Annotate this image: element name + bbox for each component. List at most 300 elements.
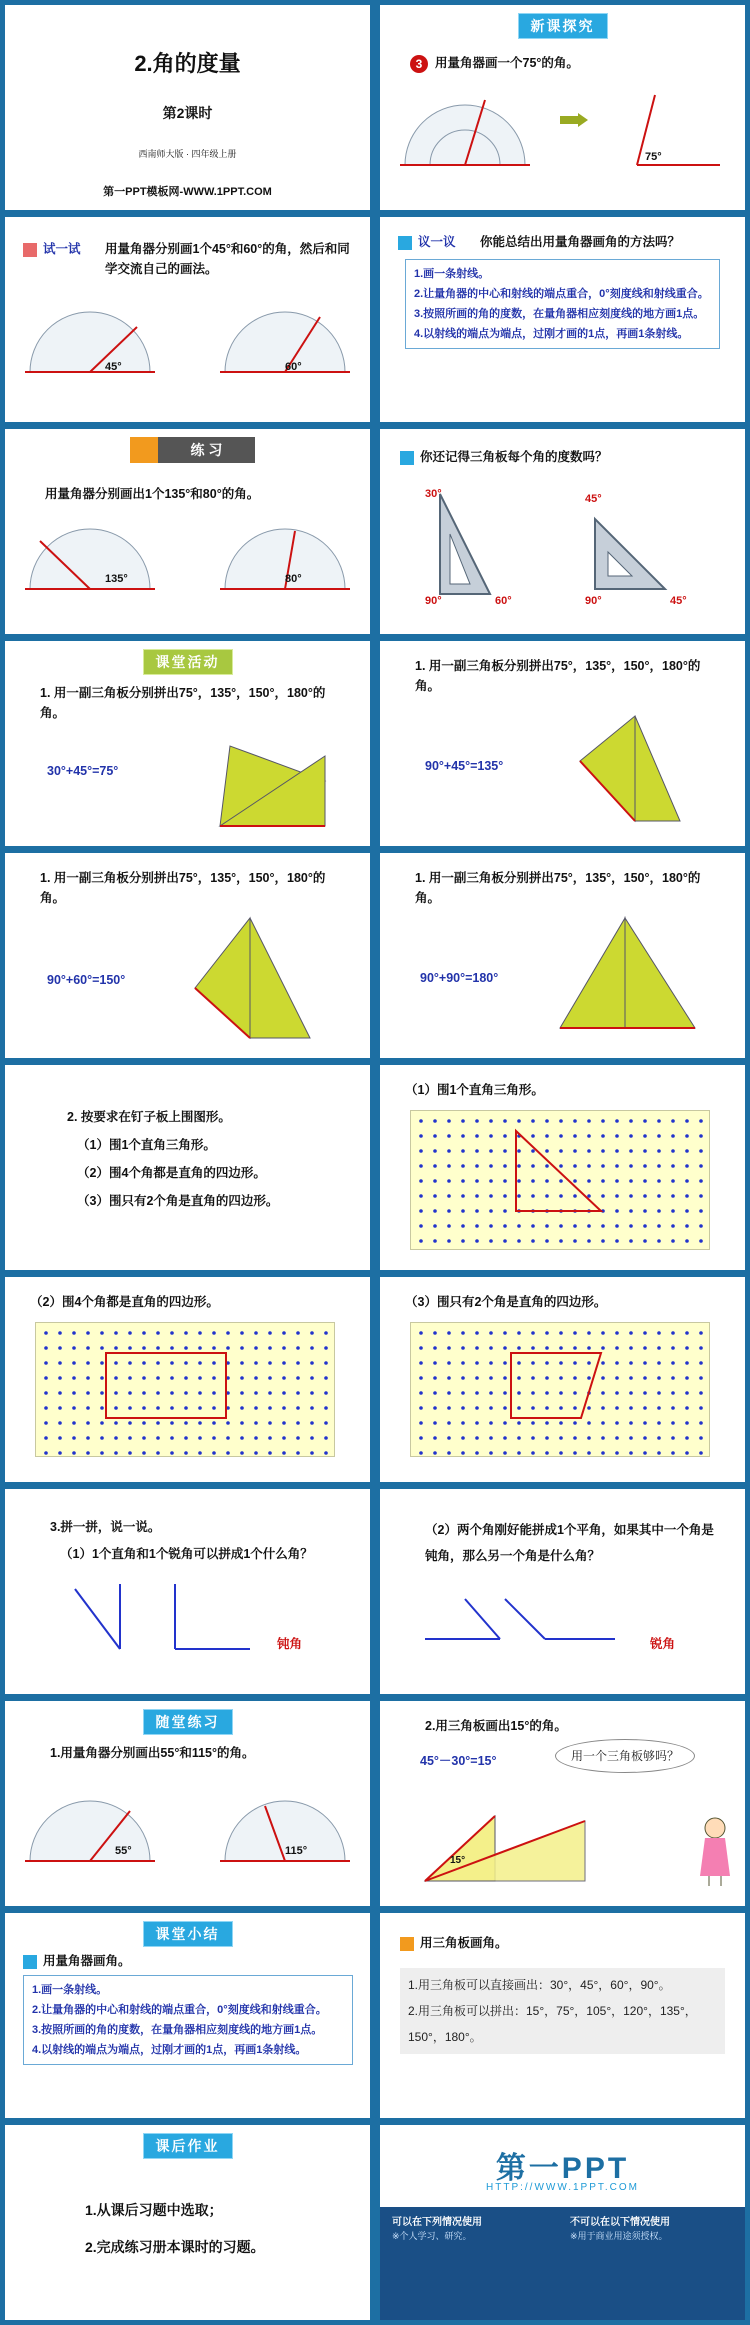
peg-dot <box>58 1331 62 1335</box>
peg-dot <box>573 1406 577 1410</box>
peg-dot <box>503 1451 507 1455</box>
peg-dot <box>657 1119 661 1123</box>
peg-dot <box>489 1194 493 1198</box>
peg-dot <box>587 1331 591 1335</box>
peg-dot <box>419 1376 423 1380</box>
peg-dot <box>699 1134 703 1138</box>
peg-dot <box>254 1346 258 1350</box>
peg-dot <box>615 1331 619 1335</box>
dot-grid <box>36 1323 336 1458</box>
angle-label: 45° <box>105 361 122 373</box>
peg-dot <box>685 1421 689 1425</box>
peg-dot <box>517 1179 521 1183</box>
peg-dot <box>601 1134 605 1138</box>
peg-dot <box>587 1164 591 1168</box>
step-3: 3.按照所画的角的度数，在量角器相应刻度线的地方画1点。 <box>414 308 705 320</box>
peg-dot <box>433 1239 437 1243</box>
peg-dot <box>184 1361 188 1365</box>
slide-straight-angle[interactable] <box>380 1489 745 1694</box>
slide-pegboard-trapezoid[interactable] <box>380 1277 745 1482</box>
question: 你能总结出用量角器画角的方法吗？ <box>480 235 681 249</box>
slide-activity-180[interactable] <box>380 853 745 1058</box>
peg-dot <box>212 1391 216 1395</box>
peg-dot <box>254 1451 258 1455</box>
peg-dot <box>128 1421 132 1425</box>
peg-dot <box>212 1436 216 1440</box>
peg-dot <box>184 1346 188 1350</box>
peg-dot <box>254 1331 258 1335</box>
peg-dot <box>72 1406 76 1410</box>
peg-dot <box>559 1164 563 1168</box>
peg-dot <box>433 1194 437 1198</box>
slide-new-lesson[interactable] <box>380 5 745 210</box>
peg-dot <box>296 1391 300 1395</box>
peg-dot <box>699 1436 703 1440</box>
peg-dot <box>419 1346 423 1350</box>
peg-dot <box>671 1179 675 1183</box>
label: 议一议 <box>418 235 456 249</box>
peg-dot <box>86 1361 90 1365</box>
peg-dot <box>282 1421 286 1425</box>
peg-dot <box>198 1436 202 1440</box>
peg-dot <box>240 1331 244 1335</box>
peg-dot <box>184 1421 188 1425</box>
peg-dot <box>310 1436 314 1440</box>
peg-dot <box>559 1134 563 1138</box>
peg-dot <box>699 1239 703 1243</box>
equation: 90°+45°=135° <box>425 759 504 773</box>
peg-dot <box>268 1421 272 1425</box>
peg-dot <box>156 1421 160 1425</box>
peg-dot <box>587 1179 591 1183</box>
peg-dot <box>475 1436 479 1440</box>
peg-dot <box>629 1436 633 1440</box>
peg-dot <box>44 1406 48 1410</box>
peg-dot <box>419 1406 423 1410</box>
peg-dot <box>601 1149 605 1153</box>
angle-label: 135° <box>105 573 128 585</box>
peg-dot <box>657 1224 661 1228</box>
slide-activity-135[interactable] <box>380 641 745 846</box>
peg-dot <box>671 1361 675 1365</box>
peg-dot <box>671 1239 675 1243</box>
slide-set-square-summary[interactable] <box>380 1913 745 2118</box>
peg-dot <box>671 1119 675 1123</box>
peg-dot <box>461 1421 465 1425</box>
task: 1. 用一副三角板分别拼出75°，135°，150°，180°的角。 <box>40 686 326 720</box>
peg-dot <box>419 1331 423 1335</box>
peg-dot <box>184 1406 188 1410</box>
peg-dot <box>503 1331 507 1335</box>
peg-dot <box>282 1451 286 1455</box>
peg-dot <box>184 1331 188 1335</box>
peg-dot <box>142 1421 146 1425</box>
peg-dot <box>685 1346 689 1350</box>
peg-dot <box>489 1421 493 1425</box>
peg-dot <box>573 1331 577 1335</box>
peg-dot <box>310 1391 314 1395</box>
instruction: 用量角器分别画出1个135°和80°的角。 <box>45 487 260 501</box>
peg-dot <box>559 1361 563 1365</box>
peg-dot <box>503 1119 507 1123</box>
peg-dot <box>475 1361 479 1365</box>
slide-discuss[interactable] <box>380 217 745 422</box>
peg-dot <box>324 1406 328 1410</box>
peg-dot <box>461 1119 465 1123</box>
peg-dot <box>615 1421 619 1425</box>
peg-dot <box>573 1149 577 1153</box>
peg-dot <box>268 1331 272 1335</box>
peg-dot <box>615 1224 619 1228</box>
peg-dot <box>184 1376 188 1380</box>
triangle-diagram <box>420 1801 590 1891</box>
peg-dot <box>699 1179 703 1183</box>
peg-dot <box>226 1421 230 1425</box>
peg-dot <box>671 1224 675 1228</box>
peg-dot <box>475 1421 479 1425</box>
title: 2.角的度量 <box>134 51 241 76</box>
peg-dot <box>198 1451 202 1455</box>
peg-dot <box>699 1209 703 1213</box>
peg-dot <box>419 1134 423 1138</box>
peg-dot <box>531 1346 535 1350</box>
slide-homework[interactable] <box>5 2125 370 2320</box>
peg-dot <box>573 1179 577 1183</box>
slide-practice[interactable] <box>5 429 370 634</box>
peg-dot <box>629 1164 633 1168</box>
peg-dot <box>531 1436 535 1440</box>
peg-dot <box>198 1391 202 1395</box>
publisher: 西南师大版 · 四年级上册 <box>138 149 237 159</box>
peg-dot <box>419 1209 423 1213</box>
peg-dot <box>559 1406 563 1410</box>
peg-dot <box>142 1376 146 1380</box>
peg-dot <box>629 1224 633 1228</box>
peg-dot <box>489 1149 493 1153</box>
peg-dot <box>433 1164 437 1168</box>
instruction: 用量角器画一个75°的角。 <box>435 56 579 70</box>
peg-dot <box>447 1451 451 1455</box>
peg-dot <box>114 1346 118 1350</box>
peg-dot <box>170 1436 174 1440</box>
peg-dot <box>86 1391 90 1395</box>
peg-dot <box>433 1346 437 1350</box>
peg-dot <box>72 1331 76 1335</box>
peg-dot <box>671 1421 675 1425</box>
peg-dot <box>170 1331 174 1335</box>
peg-dot <box>226 1346 230 1350</box>
peg-dot <box>461 1239 465 1243</box>
peg-dot <box>72 1451 76 1455</box>
slide-draw-15[interactable] <box>380 1701 745 1906</box>
peg-dot <box>517 1194 521 1198</box>
peg-dot <box>489 1376 493 1380</box>
peg-dot <box>629 1421 633 1425</box>
peg-dot <box>531 1451 535 1455</box>
peg-dot <box>114 1391 118 1395</box>
peg-dot <box>685 1149 689 1153</box>
section-header: 练 习 <box>130 437 255 463</box>
peg-dot <box>475 1406 479 1410</box>
task-item: （3）围只有2个角是直角的四边形。 <box>405 1295 607 1309</box>
pegboard <box>410 1110 710 1250</box>
peg-dot <box>685 1209 689 1213</box>
peg-dot <box>296 1451 300 1455</box>
peg-dot <box>601 1164 605 1168</box>
peg-dot <box>489 1391 493 1395</box>
angle-label: 45° <box>585 493 602 505</box>
peg-dot <box>489 1164 493 1168</box>
peg-dot <box>142 1331 146 1335</box>
peg-dot <box>254 1436 258 1440</box>
slide-set-squares[interactable] <box>380 429 745 634</box>
peg-dot <box>114 1451 118 1455</box>
peg-dot <box>58 1361 62 1365</box>
peg-dot <box>128 1376 132 1380</box>
peg-dot <box>475 1134 479 1138</box>
peg-dot <box>629 1239 633 1243</box>
slide-pegboard-triangle[interactable] <box>380 1065 745 1270</box>
url[interactable]: HTTP://WWW.1PPT.COM <box>486 2182 639 2193</box>
peg-dot <box>573 1224 577 1228</box>
peg-dot <box>419 1164 423 1168</box>
peg-dot <box>461 1376 465 1380</box>
homework-item: 1.从课后习题中选取； <box>85 2202 223 2218</box>
peg-dot <box>517 1376 521 1380</box>
peg-dot <box>324 1361 328 1365</box>
peg-dot <box>615 1436 619 1440</box>
peg-dot <box>433 1406 437 1410</box>
peg-dot <box>685 1361 689 1365</box>
peg-dot <box>282 1331 286 1335</box>
peg-dot <box>58 1436 62 1440</box>
peg-dot <box>699 1421 703 1425</box>
peg-dot <box>699 1224 703 1228</box>
peg-dot <box>433 1149 437 1153</box>
peg-dot <box>559 1194 563 1198</box>
peg-dot <box>573 1391 577 1395</box>
peg-dot <box>86 1436 90 1440</box>
peg-dot <box>142 1346 146 1350</box>
peg-dot <box>254 1391 258 1395</box>
peg-dot <box>128 1361 132 1365</box>
peg-dot <box>657 1134 661 1138</box>
peg-dot <box>699 1164 703 1168</box>
step-4: 4.以射线的端点为端点，过刚才画的1点，再画1条射线。 <box>32 2044 307 2056</box>
logo: 第一PPT <box>495 2152 630 2185</box>
peg-dot <box>601 1361 605 1365</box>
peg-dot <box>100 1376 104 1380</box>
peg-dot <box>212 1346 216 1350</box>
peg-dot <box>545 1451 549 1455</box>
peg-dot <box>268 1436 272 1440</box>
peg-dot <box>545 1346 549 1350</box>
peg-dot <box>559 1119 563 1123</box>
equation: 90°+90°=180° <box>420 971 499 985</box>
peg-dot <box>212 1451 216 1455</box>
peg-dot <box>240 1346 244 1350</box>
angle-label: 30° <box>425 488 442 500</box>
peg-dot <box>629 1346 633 1350</box>
peg-dot <box>100 1406 104 1410</box>
slide-exercise[interactable] <box>5 1701 370 1906</box>
peg-dot <box>531 1119 535 1123</box>
peg-dot <box>615 1194 619 1198</box>
peg-dot <box>503 1421 507 1425</box>
site-label: 第一PPT模板网-WWW.1PPT.COM <box>103 186 272 198</box>
peg-dot <box>545 1376 549 1380</box>
peg-dot <box>531 1376 535 1380</box>
peg-dot <box>587 1421 591 1425</box>
slide-pegboard-tasks[interactable] <box>5 1065 370 1270</box>
peg-dot <box>86 1421 90 1425</box>
peg-dot <box>545 1224 549 1228</box>
peg-dot <box>170 1421 174 1425</box>
slide-try[interactable] <box>5 217 370 422</box>
triangle-diagram <box>555 918 705 1038</box>
peg-dot <box>517 1224 521 1228</box>
peg-dot <box>489 1346 493 1350</box>
peg-dot <box>643 1436 647 1440</box>
peg-dot <box>699 1376 703 1380</box>
peg-dot <box>461 1391 465 1395</box>
peg-dot <box>296 1421 300 1425</box>
peg-dot <box>44 1361 48 1365</box>
peg-dot <box>240 1391 244 1395</box>
peg-dot <box>643 1406 647 1410</box>
peg-dot <box>545 1239 549 1243</box>
slide-ad[interactable] <box>380 2125 745 2320</box>
peg-dot <box>419 1179 423 1183</box>
peg-dot <box>282 1346 286 1350</box>
peg-dot <box>447 1119 451 1123</box>
dot-grid <box>411 1111 711 1251</box>
arrow-right-icon <box>560 113 590 127</box>
angle-label: 45° <box>670 595 687 607</box>
set-square-30-60 <box>435 489 495 599</box>
slide-summary[interactable] <box>5 1913 370 2118</box>
slide-pegboard-rectangle[interactable] <box>5 1277 370 1482</box>
peg-dot <box>324 1451 328 1455</box>
peg-dot <box>643 1451 647 1455</box>
peg-dot <box>282 1436 286 1440</box>
peg-dot <box>419 1194 423 1198</box>
peg-dot <box>212 1376 216 1380</box>
peg-dot <box>447 1149 451 1153</box>
peg-dot <box>615 1179 619 1183</box>
peg-dot <box>671 1331 675 1335</box>
peg-dot <box>114 1331 118 1335</box>
peg-dot <box>419 1391 423 1395</box>
step-4: 4.以射线的端点为端点，过刚才画的1点，再画1条射线。 <box>414 328 689 340</box>
peg-dot <box>212 1361 216 1365</box>
peg-dot <box>503 1179 507 1183</box>
peg-dot <box>240 1361 244 1365</box>
peg-dot <box>517 1391 521 1395</box>
peg-dot <box>72 1346 76 1350</box>
peg-dot <box>671 1149 675 1153</box>
peg-dot <box>643 1331 647 1335</box>
peg-dot <box>447 1194 451 1198</box>
peg-dot <box>461 1164 465 1168</box>
peg-dot <box>671 1436 675 1440</box>
peg-dot <box>433 1376 437 1380</box>
peg-dot <box>559 1436 563 1440</box>
peg-dot <box>282 1376 286 1380</box>
peg-dot <box>601 1376 605 1380</box>
peg-dot <box>657 1346 661 1350</box>
peg-dot <box>58 1451 62 1455</box>
peg-dot <box>142 1406 146 1410</box>
info-panel <box>380 2207 745 2320</box>
peg-dot <box>573 1346 577 1350</box>
peg-dot <box>671 1209 675 1213</box>
peg-dot <box>685 1391 689 1395</box>
peg-dot <box>573 1134 577 1138</box>
triangle-diagram <box>215 741 335 831</box>
peg-dot <box>226 1331 230 1335</box>
peg-dot <box>419 1224 423 1228</box>
peg-dot <box>100 1391 104 1395</box>
peg-dot <box>212 1331 216 1335</box>
peg-dot <box>156 1391 160 1395</box>
slide-combine-angles[interactable] <box>5 1489 370 1694</box>
peg-dot <box>657 1331 661 1335</box>
peg-dot <box>184 1391 188 1395</box>
peg-dot <box>615 1406 619 1410</box>
peg-dot <box>671 1134 675 1138</box>
peg-dot <box>489 1179 493 1183</box>
peg-dot <box>615 1451 619 1455</box>
peg-dot <box>601 1421 605 1425</box>
peg-dot <box>128 1436 132 1440</box>
peg-dot <box>268 1451 272 1455</box>
peg-dot <box>559 1239 563 1243</box>
peg-dot <box>559 1451 563 1455</box>
step-number-badge: 3 <box>410 55 428 73</box>
equation: 45°－30°=15° <box>420 1754 497 1768</box>
peg-dot <box>44 1376 48 1380</box>
peg-dot <box>447 1361 451 1365</box>
peg-dot <box>310 1346 314 1350</box>
task-heading: 3.拼一拼，说一说。 <box>50 1520 161 1534</box>
peg-dot <box>643 1149 647 1153</box>
peg-dot <box>503 1376 507 1380</box>
slide-title[interactable] <box>5 5 370 210</box>
peg-dot <box>447 1376 451 1380</box>
slide-activity-75[interactable] <box>5 641 370 846</box>
peg-dot <box>657 1451 661 1455</box>
peg-dot <box>475 1391 479 1395</box>
step-1: 1.画一条射线。 <box>414 268 490 280</box>
peg-dot <box>419 1239 423 1243</box>
peg-dot <box>545 1179 549 1183</box>
peg-dot <box>198 1331 202 1335</box>
peg-dot <box>643 1209 647 1213</box>
angle-label: 15° <box>450 1855 466 1866</box>
slide-activity-150[interactable] <box>5 853 370 1058</box>
peg-dot <box>447 1406 451 1410</box>
peg-dot <box>310 1451 314 1455</box>
peg-dot <box>601 1239 605 1243</box>
steps-box <box>23 1975 353 2065</box>
peg-dot <box>545 1421 549 1425</box>
peg-dot <box>545 1134 549 1138</box>
peg-dot <box>573 1119 577 1123</box>
peg-dot <box>685 1194 689 1198</box>
peg-dot <box>324 1331 328 1335</box>
peg-dot <box>142 1436 146 1440</box>
